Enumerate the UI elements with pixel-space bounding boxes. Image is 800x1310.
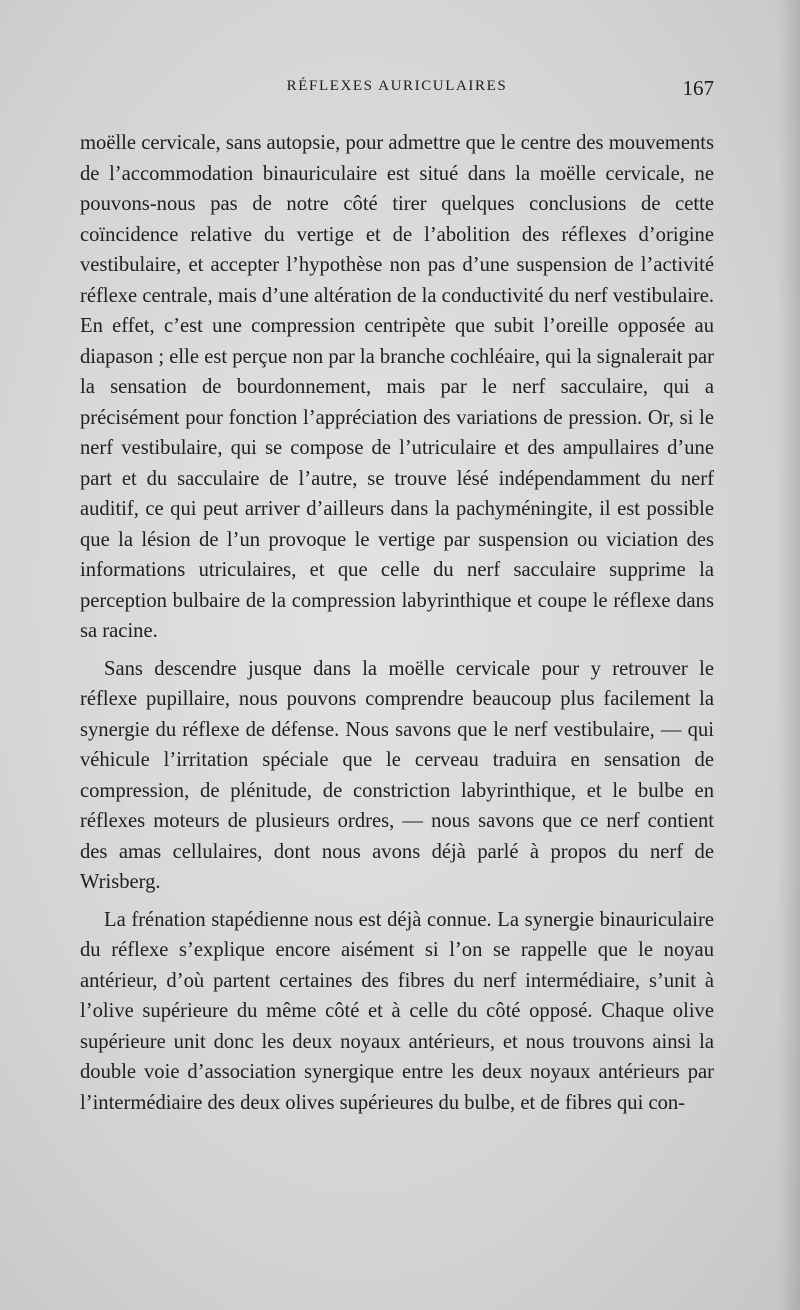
paragraph-1: moëlle cervicale, sans autopsie, pour admettre que le centre des mouvements de l’accommodation binauriculaire est situé dans la moëlle cervicale, ne pouvons-nous pas de notre côté tirer quelques conclusions de cette coïncidence relative du vertige et de l’abolition des réflexes d’origine vestibulaire, et accepter l’hypothèse non pas d’une suspension de l’activité réflexe centrale, mais d’une altération de la conductivité du nerf vestibulaire. En effet, c’est une compression centripète que subit l’oreille opposée au diapason ; elle est perçue non par la branche cochléaire, qui la signalerait par la sensation de bourdonnement, mais par le nerf sacculaire, qui a précisément pour fonction l’appréciation des variations de pression. Or, si le nerf vestibulaire, qui se compose de l’utriculaire et des ampullaires d’une part et du sacculaire de l’autre, se trouve lésé indépendamment du nerf auditif, ce qui peut arriver d’ailleurs dans la pachyméningite, il est possible que la lésion de l’un provoque le vertige par suspension ou viciation des informations utriculaires, et que celle du nerf sacculaire supprime la perception bulbaire de la compression labyrinthique et coupe le réflexe dans sa racine. (80, 132, 714, 642)
running-head (80, 76, 714, 106)
page-edge-shadow (778, 0, 800, 1310)
body-text (80, 128, 714, 1118)
page-number: 167 (682, 76, 714, 100)
paragraph-3: La frénation stapédienne nous est déjà connue. La synergie binauriculaire du réflexe s’explique encore aisément si l’on se rappelle que le noyau antérieur, d’où partent certaines des fibres du nerf intermédiaire, s’unit à l’olive supérieure du même côté et à celle du côté opposé. Chaque olive supérieure unit donc les deux noyaux antérieurs, et nous trouvons ainsi la double voie d’association synergique entre les deux noyaux antérieurs par l’intermédiaire des deux olives supérieures du bulbe, et de fibres qui con- (80, 908, 714, 1114)
paragraph-2: Sans descendre jusque dans la moëlle cervicale pour y retrouver le réflexe pupillaire, nous pouvons comprendre beaucoup plus facilement la synergie du réflexe de défense. Nous savons que le nerf vestibulaire, — qui véhicule l’irritation spéciale que le cerveau traduira en sensation de compression, de plénitude, de constriction labyrinthique, et le bulbe en réflexes moteurs de plusieurs ordres, — nous savons que ce nerf contient des amas cellulaires, dont nous avons déjà parlé à propos du nerf de Wrisberg. (80, 657, 714, 893)
running-title: RÉFLEXES AURICULAIRES (286, 78, 508, 94)
